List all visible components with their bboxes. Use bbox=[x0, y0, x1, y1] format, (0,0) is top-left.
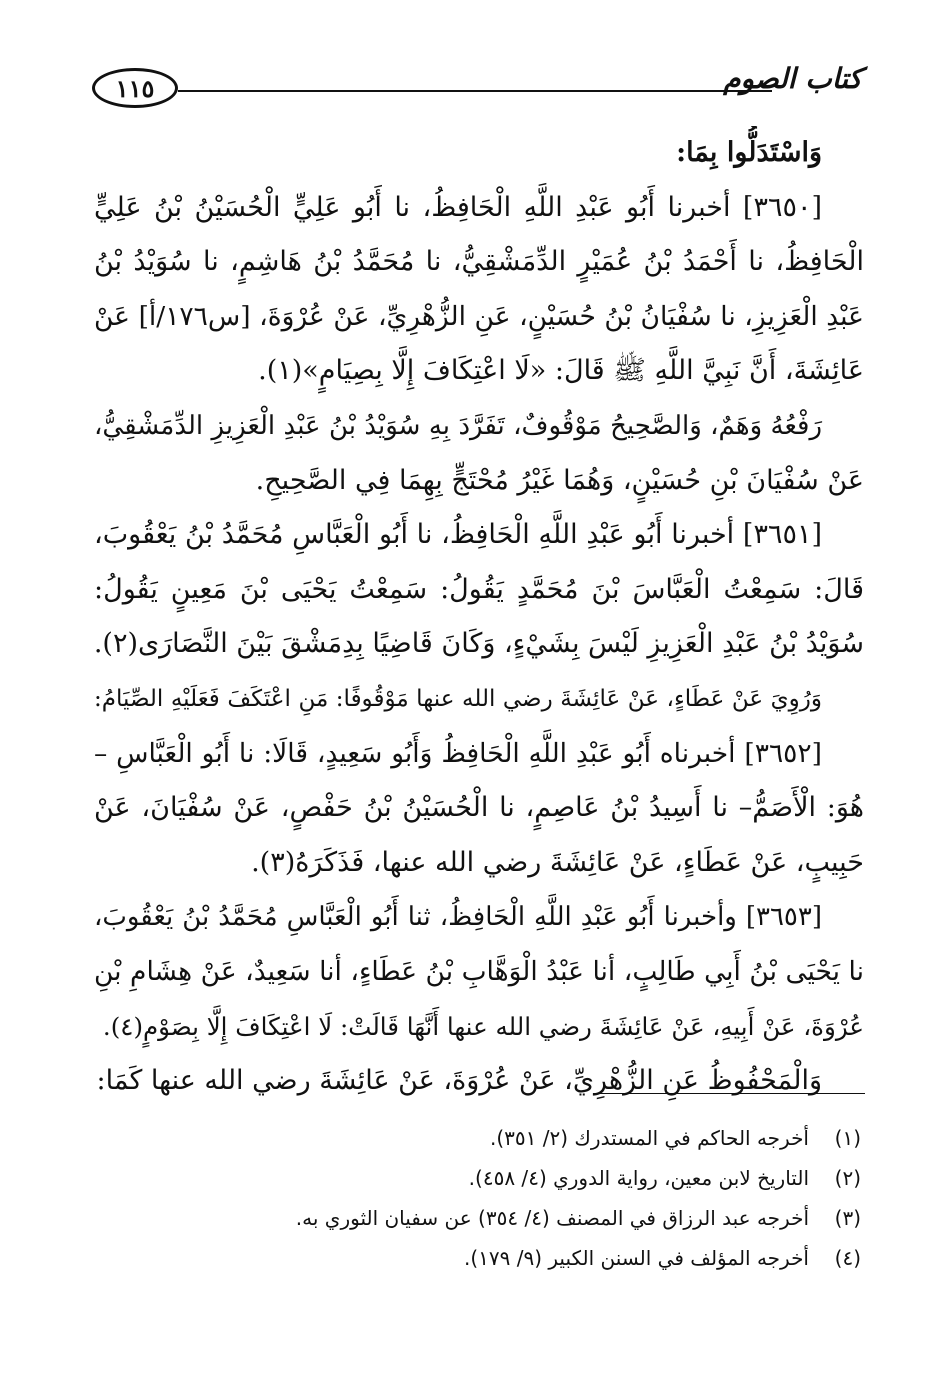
text-line: [٣٦٥٠] أخبرنا أَبُو عَبْدِ اللَّهِ الْحَافِظُ، نا أَبُو عَلِيٍّ الْحُسَيْنُ بْنُ عَلِيٍّ bbox=[94, 191, 822, 223]
footnote bbox=[141, 1158, 861, 1198]
text-line: [٣٦٥٣] وأخبرنا أَبُو عَبْدِ اللَّهِ الْحَافِظُ، ثنا أَبُو الْعَبَّاسِ مُحَمَّدُ بْنُ يَعْقُوبَ، bbox=[94, 902, 822, 933]
footnote bbox=[141, 1198, 861, 1238]
footnote bbox=[141, 1118, 861, 1158]
footnote-text: أخرجه الحاكم في المستدرك (٢/ ٣٥١). bbox=[490, 1126, 809, 1150]
text-line: وَاسْتَدَلُّوا بِمَا: bbox=[676, 137, 822, 168]
text-line: [٣٦٥١] أخبرنا أَبُو عَبْدِ اللَّهِ الْحَافِظُ، نا أَبُو الْعَبَّاسِ مُحَمَّدُ بْنُ يَعْقُوبَ، bbox=[94, 519, 822, 551]
text-line: نا يَحْيَى بْنُ أَبِي طَالِبٍ، أنا عَبْدُ الْوَهَّابِ بْنُ عَطَاءٍ، أنا سَعِيدٌ، عَنْ هِشَامِ بْنِ bbox=[94, 955, 864, 987]
text-line: وَالْمَحْفُوظُ عَنِ الزُّهْرِيِّ، عَنْ عُرْوَةَ، عَنْ عَائِشَةَ رضي الله عنها كَمَا: bbox=[96, 1065, 822, 1097]
header-rule bbox=[178, 90, 772, 92]
footnote-number: (١) bbox=[834, 1126, 861, 1150]
text-line: عَنْ سُفْيَانَ بْنِ حُسَيْنٍ، وَهُمَا غَيْرُ مُحْتَجٍّ بِهِمَا فِي الصَّحِيحِ. bbox=[255, 464, 864, 496]
footnote-number: (٣) bbox=[834, 1206, 861, 1230]
footnote-divider bbox=[593, 1093, 865, 1094]
text-line: حَبِيبٍ، عَنْ عَطَاءٍ، عَنْ عَائِشَةَ رضي الله عنها، فَذَكَرَهُ(٣). bbox=[251, 846, 864, 878]
footnotes bbox=[141, 1118, 861, 1278]
main-text bbox=[94, 126, 864, 1109]
text-line: [٣٦٥٢] أخبرناه أَبُو عَبْدِ اللَّهِ الْحَافِظُ وَأَبُو سَعِيدٍ، قَالَا: نا أَبُو الْعَبَّاسِ – bbox=[94, 737, 822, 769]
text-line: عَائِشَةَ، أَنَّ نَبِيَّ اللَّهِ ﷺ قَالَ: «لَا اعْتِكَافَ إِلَّا بِصِيَامٍ»(١). bbox=[258, 355, 864, 387]
text-line: هُوَ: الْأَصَمُّ– نا أَسِيدُ بْنُ عَاصِمٍ، نا الْحُسَيْنُ بْنُ حَفْصٍ، عَنْ سُفْيَانَ، عَنْ bbox=[94, 792, 864, 824]
text-line: الْحَافِظُ، نا أَحْمَدُ بْنُ عُمَيْرٍ الدِّمَشْقِيُّ، نا مُحَمَّدُ بْنُ هَاشِمٍ، نا سُوَيْدُ بْنُ bbox=[94, 246, 864, 278]
text-line: وَرُوِيَ عَنْ عَطَاءٍ، عَنْ عَائِشَةَ رضي الله عنها مَوْقُوفًا: مَنِ اعْتَكَفَ فَعَلَيْهِ الصِّيَامُ: bbox=[94, 685, 822, 712]
footnote-text: أخرجه عبد الرزاق في المصنف (٤/ ٣٥٤) عن سفيان الثوري به. bbox=[295, 1206, 809, 1230]
text-line: قَالَ: سَمِعْتُ الْعَبَّاسَ بْنَ مُحَمَّدٍ يَقُولُ: سَمِعْتُ يَحْيَى بْنَ مَعِينٍ يَقُولُ: bbox=[94, 573, 864, 605]
page-number: ١١٥ bbox=[92, 68, 178, 108]
page-header bbox=[92, 62, 862, 116]
text-line: رَفْعُهُ وَهَمٌ، وَالصَّحِيحُ مَوْقُوفٌ، تَفَرَّدَ بِهِ سُوَيْدُ بْنُ عَبْدِ الْعَزِيزِ الدِّمَشْقِيُّ، bbox=[94, 410, 822, 441]
text-line: سُوَيْدُ بْنُ عَبْدِ الْعَزِيزِ لَيْسَ بِشَيْءٍ، وَكَانَ قَاضِيًا بِدِمَشْقَ بَيْنَ النَّصَارَى(٢). bbox=[94, 628, 864, 660]
footnote-number: (٢) bbox=[834, 1166, 861, 1190]
text-line: عُرْوَةَ، عَنْ أَبِيهِ، عَنْ عَائِشَةَ رضي الله عنها أَنَّهَا قَالَتْ: لَا اعْتِكَافَ إِلَّا بِصَوْمٍ(٤). bbox=[102, 1011, 864, 1041]
footnote-number: (٤) bbox=[834, 1246, 861, 1270]
footnote-text: التاريخ لابن معين، رواية الدوري (٤/ ٤٥٨). bbox=[468, 1166, 809, 1190]
footnote bbox=[141, 1238, 861, 1278]
text-line: عَبْدِ الْعَزِيزِ، نا سُفْيَانُ بْنُ حُسَيْنٍ، عَنِ الزُّهْرِيِّ، عَنْ عُرْوَةَ، [س١٧٦/أ] عَنْ bbox=[94, 300, 864, 332]
footnote-text: أخرجه المؤلف في السنن الكبير (٩/ ١٧٩). bbox=[463, 1246, 809, 1270]
book-title: كتاب الصوم bbox=[723, 62, 862, 95]
